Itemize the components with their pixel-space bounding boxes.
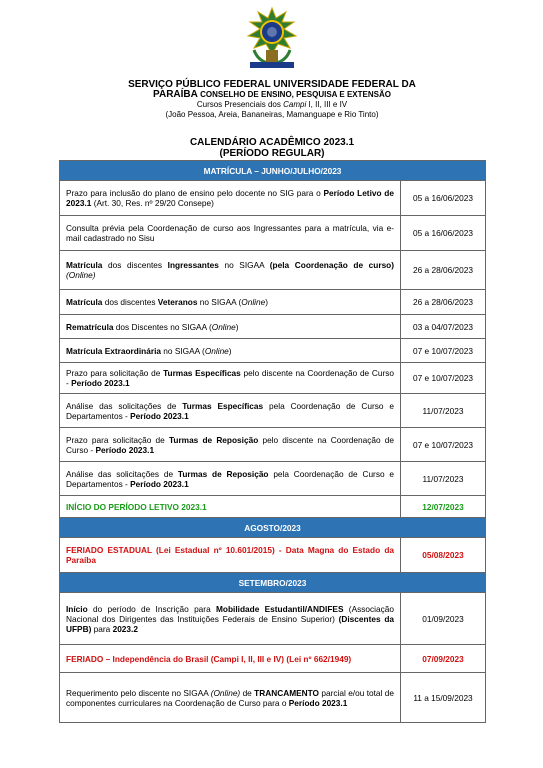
- table-row: [60, 251, 486, 290]
- row-description: Matrícula dos discentes Veteranos no SIGAA (Online): [60, 290, 401, 315]
- row-date: 07 e 10/07/2023: [401, 339, 486, 363]
- section-header: MATRÍCULA – JUNHO/JULHO/2023: [60, 161, 486, 181]
- row-description: FERIADO – Independência do Brasil (Campi I, II, III e IV) (Lei nº 662/1949): [60, 645, 401, 673]
- row-description: Rematrícula dos Discentes no SIGAA (Online): [60, 315, 401, 339]
- header-line-1: SERVIÇO PÚBLICO FEDERAL UNIVERSIDADE FEDERAL DA: [128, 79, 416, 90]
- row-description: Matrícula dos discentes Ingressantes no SIGAA (pela Coordenação de curso) (Online): [60, 251, 401, 290]
- row-description: INÍCIO DO PERÍODO LETIVO 2023.1: [60, 496, 401, 518]
- section-header: AGOSTO/2023: [60, 518, 486, 538]
- row-date: 07/09/2023: [401, 645, 486, 673]
- row-date: 26 a 28/06/2023: [401, 290, 486, 315]
- calendar-table: [59, 160, 486, 723]
- table-row: [60, 593, 486, 645]
- row-date: 05/08/2023: [401, 538, 486, 573]
- row-description: Requerimento pelo discente no SIGAA (Online) de TRANCAMENTO parcial e/ou total de componentes curriculares na Coordenação de Curso para o Período 2023.1: [60, 673, 401, 723]
- table-row: [60, 216, 486, 251]
- row-date: 07 e 10/07/2023: [401, 428, 486, 462]
- row-description: Prazo para inclusão do plano de ensino pelo docente no SIG para o Período Letivo de 2023.1 (Art. 30, Res. nº 29/20 Consepe): [60, 181, 401, 216]
- row-description: Consulta prévia pela Coordenação de curso aos Ingressantes para a matrícula, via e-mail cadastrado no Sisu: [60, 216, 401, 251]
- row-date: 11/07/2023: [401, 462, 486, 496]
- table-row: [60, 496, 486, 518]
- header-line-4: (João Pessoa, Areia, Bananeiras, Mamanguape e Rio Tinto): [165, 110, 379, 119]
- row-description: Início do período de Inscrição para Mobilidade Estudantil/ANDIFES (Associação Nacional dos Dirigentes das Instituições Federais de Ensino Superior) (Discentes da UFPB) para 2023.2: [60, 593, 401, 645]
- table-row: [60, 428, 486, 462]
- table-row: [60, 363, 486, 394]
- section-header: SETEMBRO/2023: [60, 573, 486, 593]
- row-date: 03 a 04/07/2023: [401, 315, 486, 339]
- row-description: Análise das solicitações de Turmas de Reposição pela Coordenação de Curso e Departamentos - Período 2023.1: [60, 462, 401, 496]
- header-line-3: Cursos Presenciais dos Campi I, II, III e IV: [196, 100, 348, 109]
- row-date: 26 a 28/06/2023: [401, 251, 486, 290]
- table-row: [60, 315, 486, 339]
- table-row: [60, 290, 486, 315]
- table-row: [60, 673, 486, 723]
- row-description: Prazo para solicitação de Turmas Específicas pelo discente na Coordenação de Curso - Período 2023.1: [60, 363, 401, 394]
- row-description: Análise das solicitações de Turmas Específicas pela Coordenação de Curso e Departamentos - Período 2023.1: [60, 394, 401, 428]
- row-date: 11/07/2023: [401, 394, 486, 428]
- header-line-2: PARAÍBA CONSELHO DE ENSINO, PESQUISA E EXTENSÃO: [153, 89, 391, 100]
- table-row: [60, 394, 486, 428]
- table-row: [60, 645, 486, 673]
- table-row: [60, 339, 486, 363]
- table-row: [60, 538, 486, 573]
- table-row: [60, 462, 486, 496]
- row-description: Prazo para solicitação de Turmas de Reposição pelo discente na Coordenação de Curso - Período 2023.1: [60, 428, 401, 462]
- row-date: 12/07/2023: [401, 496, 486, 518]
- table-row: [60, 181, 486, 216]
- row-description: FERIADO ESTADUAL (Lei Estadual nº 10.601/2015) - Data Magna do Estado da Paraíba: [60, 538, 401, 573]
- row-description: Matrícula Extraordinária no SIGAA (Online): [60, 339, 401, 363]
- calendar-title: CALENDÁRIO ACADÊMICO 2023.1 (PERÍODO REGULAR): [189, 137, 355, 159]
- row-date: 01/09/2023: [401, 593, 486, 645]
- row-date: 07 e 10/07/2023: [401, 363, 486, 394]
- document-header: [60, 80, 484, 120]
- brazil-coat-of-arms-icon: [244, 6, 300, 72]
- row-date: 11 a 15/09/2023: [401, 673, 486, 723]
- row-date: 05 a 16/06/2023: [401, 216, 486, 251]
- row-date: 05 a 16/06/2023: [401, 181, 486, 216]
